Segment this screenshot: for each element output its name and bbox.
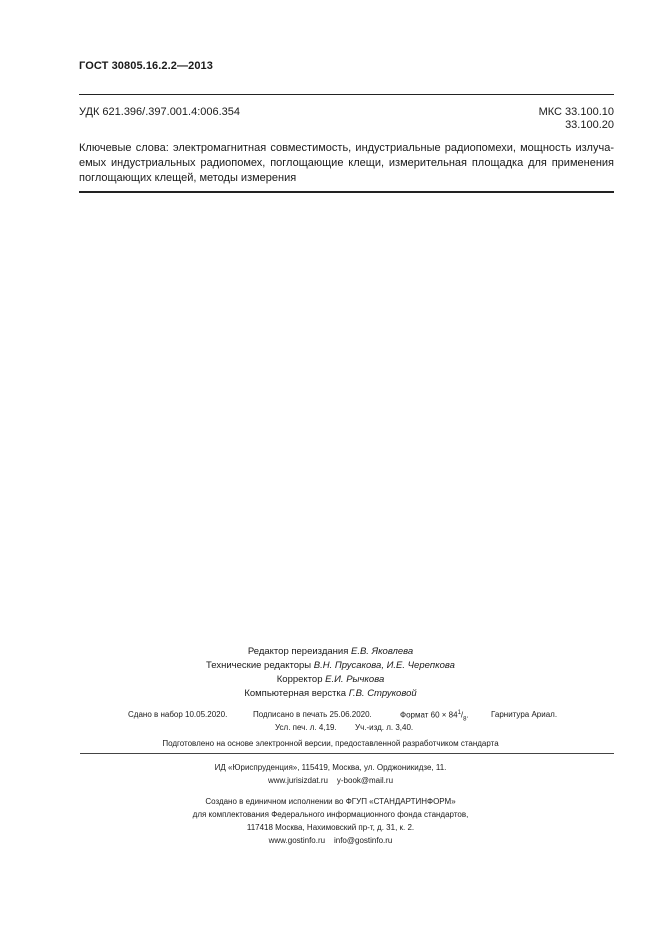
paper-format: Формат $60 \times 84^1/_8$. — [400, 710, 469, 723]
format-numerator: 1 — [457, 710, 461, 716]
editor-label: Редактор переиздания — [247, 646, 349, 657]
editor-name: Е.В. Яковлева — [351, 646, 414, 657]
tech-editors-label: Технические редакторы — [206, 660, 312, 671]
corrector-name: Е.И. Рычкова — [325, 674, 385, 685]
typeface: Гарнитура Ариал. — [491, 710, 558, 719]
credit-corrector — [0, 673, 661, 687]
mks-code-1: МКС 33.100.10 — [538, 106, 614, 118]
credit-layout — [0, 687, 661, 701]
created-line-1: Создано в единичном исполнении во ФГУП «СТАНДАРТИНФОРМ» — [205, 797, 456, 806]
publisher-address: ИД «Юриспруденция», 115419, Москва, ул. Орджоникидзе, 11. — [214, 763, 447, 772]
credit-editor — [0, 645, 661, 659]
keywords-paragraph: Ключевые слова: электромагнитная совместимость, индустриальные радиопомехи, мощность излуча-емых индустриальных радиопомех, поглощающие клещи, измерительная площадка для применения поглощающих клещей, методы измерения — [79, 142, 614, 184]
layout-label: Компьютерная верстка — [244, 688, 347, 699]
udc-code: УДК 621.396/.397.001.4:006.354 — [79, 106, 241, 118]
footer-divider — [80, 753, 614, 754]
created-contacts: www.gostinfo.ru info@gostinfo.ru — [268, 836, 393, 845]
keywords-divider — [79, 191, 614, 193]
prepared-note: Подготовлено на основе электронной версии, предоставленной разработчиком стандарта — [162, 739, 499, 748]
publisher-contacts: www.jurisizdat.ru y-book@mail.ru — [267, 776, 394, 785]
signed-date: Подписано в печать 25.06.2020. — [253, 710, 372, 719]
format-denominator: 8 — [463, 716, 467, 723]
corrector-label: Корректор — [276, 674, 323, 685]
publishing-sheets: Уч.-изд. л. 3,40. — [355, 723, 414, 732]
created-line-3: 117418 Москва, Нахимовский пр-т, д. 31, к. 2. — [246, 823, 415, 832]
credit-tech-editors — [0, 659, 661, 673]
mks-code-2: 33.100.20 — [565, 119, 614, 131]
tech-editors-names: В.Н. Прусакова, И.Е. Черепкова — [313, 660, 455, 671]
print-sheets: Усл. печ. л. 4,19. — [275, 723, 337, 732]
format-prefix: Формат 60 × 84 — [400, 710, 458, 720]
document-code: ГОСТ 30805.16.2.2—2013 — [79, 60, 213, 72]
submitted-date: Сдано в набор 10.05.2020. — [128, 710, 228, 719]
mks-codes — [539, 106, 614, 132]
created-line-2: для комплектования Федерального информационного фонда стандартов, — [192, 810, 469, 819]
layout-name: Г.В. Струковой — [348, 688, 417, 699]
top-divider — [79, 94, 614, 95]
